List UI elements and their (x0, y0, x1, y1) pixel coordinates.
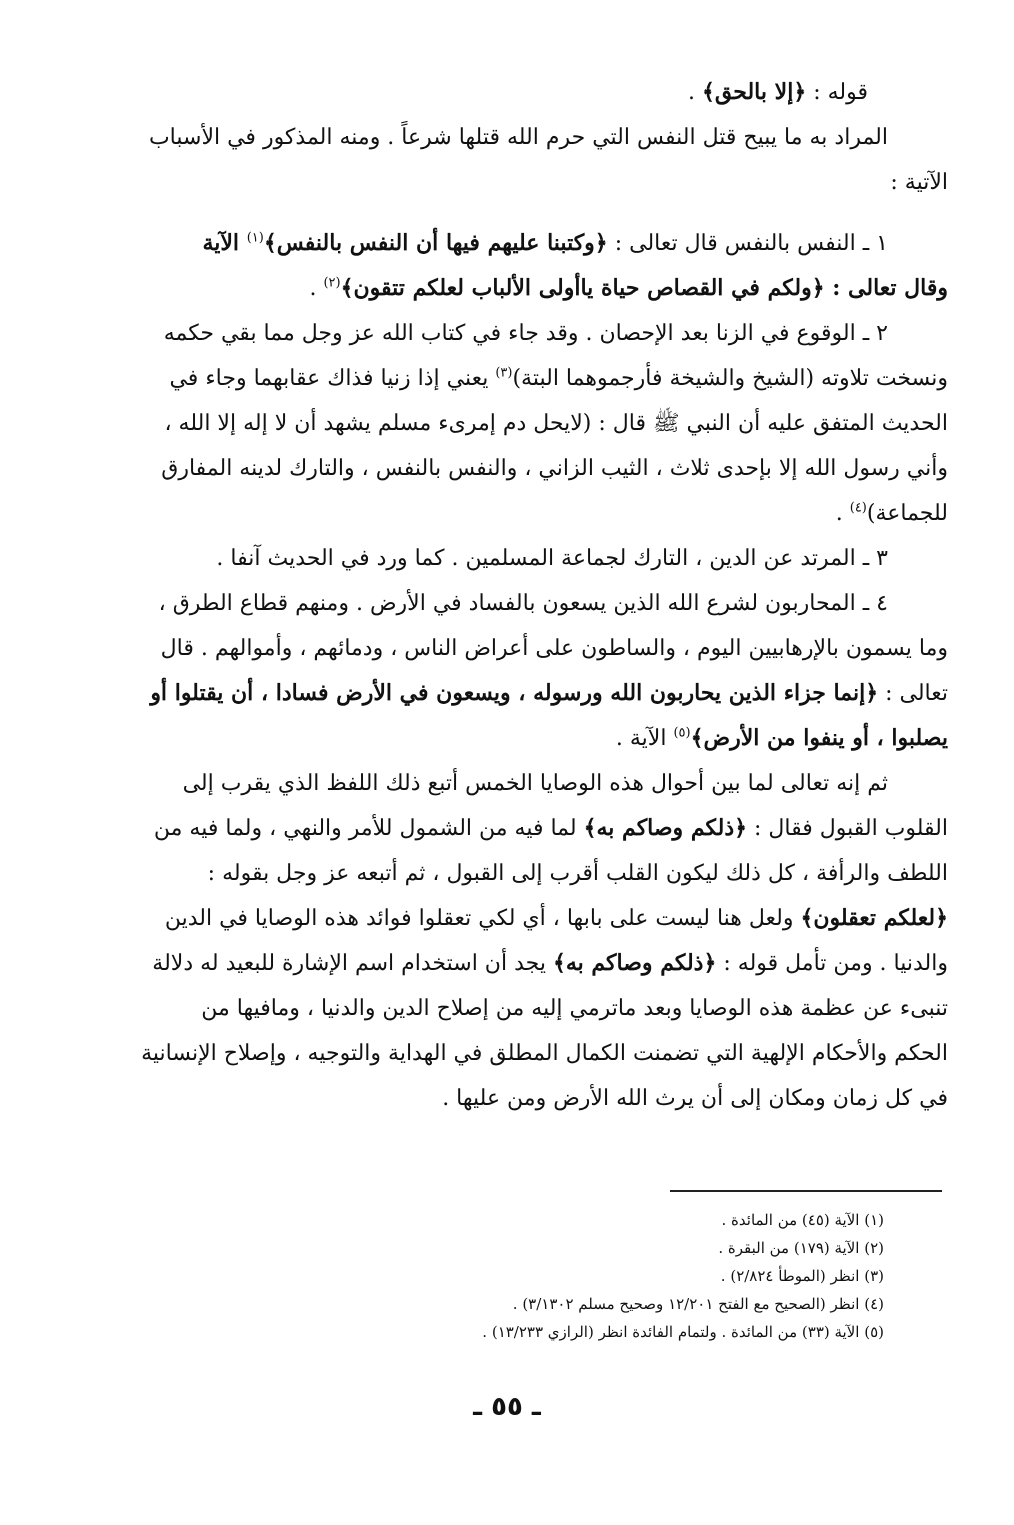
item2-line-5 (88, 491, 948, 536)
closing-line-5 (88, 941, 948, 986)
closing-line-6: تنبىء عن عظمة هذه الوصايا وبعد ماترمي إليه من إصلاح الدين والدنيا ، ومافيها من (201, 996, 948, 1021)
item2-line5-prefix: للجماعة) (866, 501, 948, 526)
definition-line-2: الآتية : (890, 170, 948, 195)
footnote-3: (٣) انظر (الموطأ ٢/٨٢٤) . (720, 1267, 884, 1285)
page-number: ـ ٥٥ ـ (473, 1392, 541, 1422)
closing-quote-1: ﴿ذلكم وصاكم به﴾ (583, 815, 748, 841)
item3-line: ٣ ـ المرتد عن الدين ، التارك لجماعة المسلمين . كما ورد في الحديث آنفا . (216, 546, 888, 571)
closing-line4-suffix: ولعل هنا ليست على بابها ، أي لكي تعقلوا فوائد هذه الوصايا في الدين (164, 906, 801, 931)
item1-line-1 (88, 221, 948, 266)
item1-suffix: الآية (202, 230, 247, 256)
item4-line-3 (88, 671, 948, 716)
intro-suffix: . (688, 80, 703, 105)
footnote-1: (١) الآية (٤٥) من المائدة . (721, 1211, 884, 1229)
item2-line-2 (88, 356, 948, 401)
item1-line-2 (88, 266, 948, 311)
footnote-4: (٤) انظر (الصحيح مع الفتح ١٢/٢٠١ وصحيح مسلم ٣/١٣٠٢) . (512, 1295, 884, 1313)
item4-quote-1: ﴿إنما جزاء الذين يحاربون الله ورسوله ، ويسعون في الأرض فسادا ، أن يقتلوا أو (150, 680, 879, 706)
item1-line2-suffix: . (309, 276, 324, 301)
intro-prefix: قوله : (806, 80, 868, 105)
item1-quote-2: ﴿ولكم في القصاص حياة ياأولى الألباب لعلكم تتقون﴾ (340, 275, 825, 301)
page-body (88, 70, 948, 1121)
item2-line2-prefix: ونسخت تلاوته (الشيخ والشيخة فأرجموهما البتة) (512, 366, 948, 391)
closing-line5-prefix: والدنيا . ومن تأمل قوله : (716, 951, 948, 976)
closing-line-4 (88, 896, 948, 941)
closing-line-3: اللطف والرأفة ، كل ذلك ليكون القلب أقرب إلى القبول ، ثم أتبعه عز وجل بقوله : (207, 861, 948, 886)
closing-line-7: الحكم والأحكام الإلهية التي تضمنت الكمال المطلق في الهداية والتوجيه ، وإصلاح الإنسانية (141, 1041, 948, 1066)
footnote-ref-4: (٤) (849, 500, 867, 516)
item2-line2-suffix: يعني إذا زنيا فذاك عقابهما وجاء في (169, 366, 496, 391)
intro-line (88, 70, 948, 115)
closing-line-8: في كل زمان ومكان إلى أن يرث الله الأرض ومن عليها . (442, 1086, 948, 1111)
footnote-ref-1: (١) (246, 230, 264, 246)
closing-line2-suffix: لما فيه من الشمول للأمر والنهي ، ولما فيه من (153, 816, 584, 841)
item2-line-3: الحديث المتفق عليه أن النبي ﷺ قال : (لايحل دم إمرىء مسلم يشهد أن لا إله إلا الله ، (164, 411, 948, 436)
item2-line-4: وأني رسول الله إلا بإحدى ثلاث ، الثيب الزاني ، والنفس بالنفس ، والتارك لدينه المفارق (161, 456, 948, 481)
item4-line-2: وما يسمون بالإرهابيين اليوم ، والساطون على أعراض الناس ، ودمائهم ، وأموالهم . قال (160, 636, 948, 661)
item4-line-1: ٤ ـ المحاربون لشرع الله الذين يسعون بالفساد في الأرض . ومنهم قطاع الطرق ، (158, 591, 888, 616)
footnotes (184, 1206, 884, 1346)
footnote-2: (٢) الآية (١٧٩) من البقرة . (718, 1239, 884, 1257)
footnote-separator (670, 1190, 942, 1192)
closing-quote-2: ﴿لعلكم تعقلون﴾ (800, 905, 948, 931)
item2-line5-suffix: . (835, 501, 850, 526)
intro-quote: ﴿إلا بالحق﴾ (702, 79, 807, 105)
item1-prefix: ١ ـ النفس بالنفس قال تعالى : (607, 231, 888, 256)
closing-line-2 (88, 806, 948, 851)
closing-quote-3: ﴿ذلكم وصاكم به﴾ (552, 950, 717, 976)
closing-line-1: ثم إنه تعالى لما بين أحوال هذه الوصايا الخمس أتبع ذلك اللفظ الذي يقرب إلى (182, 771, 888, 796)
footnote-ref-2: (٢) (323, 275, 341, 291)
closing-line5-suffix: يجد أن استخدام اسم الإشارة للبعيد له دلالة (152, 951, 553, 976)
item4-line-4 (88, 716, 948, 761)
item1-quote-1: ﴿وكتبنا عليهم فيها أن النفس بالنفس﴾ (263, 230, 608, 256)
item2-line-1: ٢ ـ الوقوع في الزنا بعد الإحصان . وقد جاء في كتاب الله عز وجل مما بقي حكمه (163, 321, 888, 346)
item4-quote-2: يصلبوا ، أو ينفوا من الأرض﴾ (690, 725, 948, 751)
footnote-ref-3: (٣) (495, 365, 513, 381)
item4-line4-suffix: الآية . (615, 726, 674, 751)
footnote-ref-5: (٥) (673, 725, 691, 741)
item4-line3-prefix: تعالى : (878, 681, 948, 706)
footnote-5: (٥) الآية (٣٣) من المائدة . ولتمام الفائدة انظر (الرازي ١٣/٢٣٣) . (482, 1323, 884, 1341)
item1-line2-prefix: وقال تعالى : (824, 275, 948, 301)
definition-line-1: المراد به ما يبيح قتل النفس التي حرم الله قتلها شرعاً . ومنه المذكور في الأسباب (148, 125, 888, 150)
closing-line2-prefix: القلوب القبول فقال : (747, 816, 948, 841)
